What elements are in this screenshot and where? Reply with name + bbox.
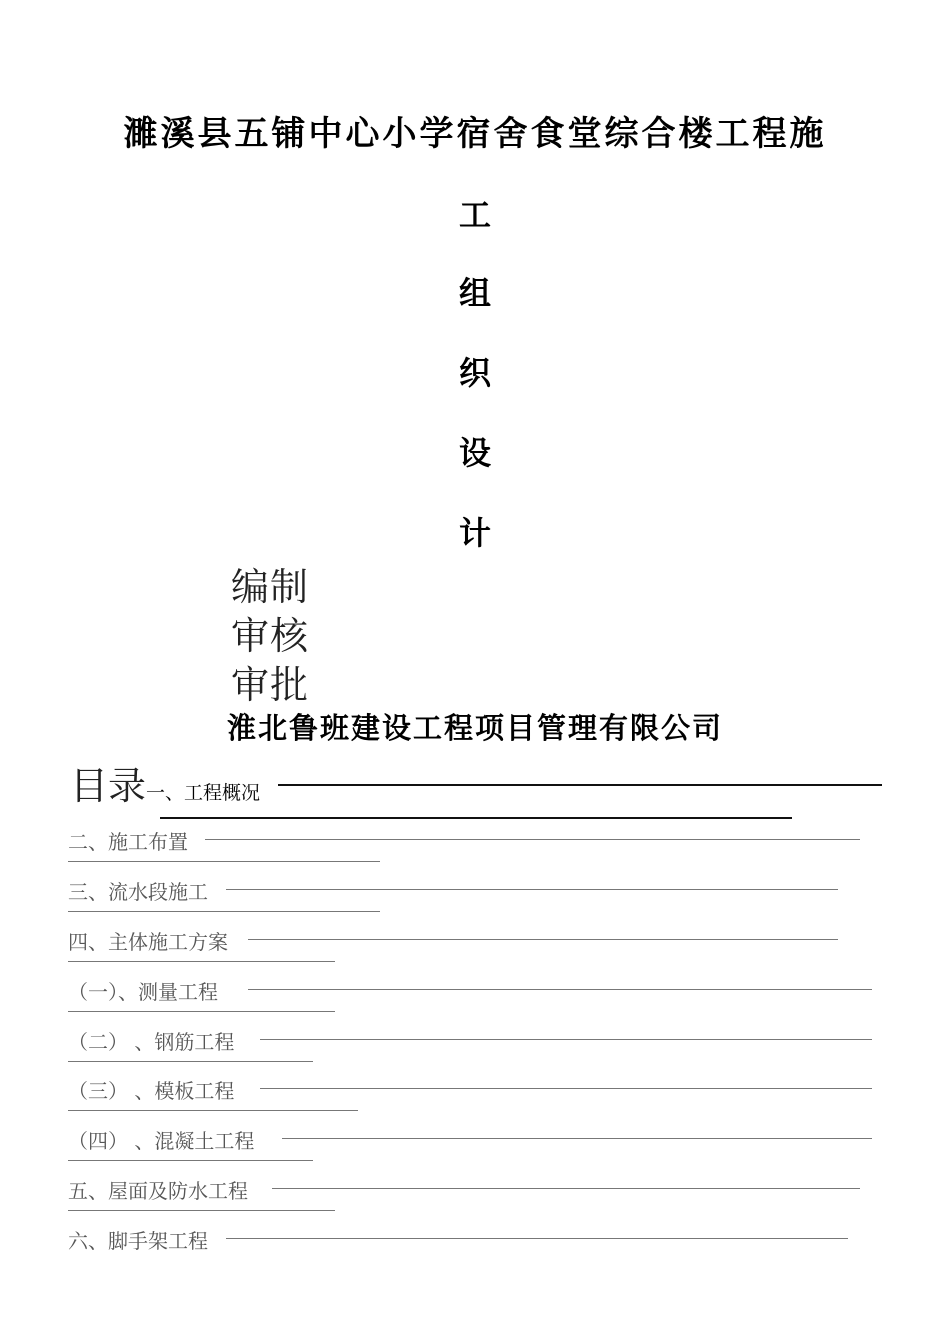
toc-leader-3b [68,911,380,912]
toc-leader-9b [68,1210,335,1211]
toc-item-8: （四） 、混凝土工程 [68,1129,255,1153]
toc-leader-4a [248,939,838,940]
toc-leader-6a [260,1039,872,1040]
title-char-3: 织 [458,354,491,392]
toc-heading-row [70,755,260,810]
toc-leader-2a [205,839,860,840]
toc-leader-5a [248,989,872,990]
title-char-2: 组 [458,274,491,312]
toc-leader-2b [68,861,380,862]
toc-leader-10a [226,1238,848,1239]
title-char-5: 计 [458,514,491,552]
toc-item-2: 二、施工布置 [68,830,188,854]
toc-item-6: （二） 、钢筋工程 [68,1030,235,1054]
toc-leader-5b [68,1011,335,1012]
toc-heading: 目录 [70,764,147,808]
toc-leader-3a [226,889,838,890]
toc-leader-1a [278,784,882,786]
toc-item-3: 三、流水段施工 [68,880,208,904]
title-char-1: 工 [458,196,491,234]
toc-leader-6b [68,1061,313,1062]
signature-reviewed-label: 审核 [231,614,310,658]
toc-item-10: 六、脚手架工程 [68,1229,208,1253]
toc-item-5: （一）、测量工程 [68,980,218,1004]
toc-leader-1b [160,817,792,819]
toc-leader-9a [272,1188,860,1189]
signature-approved-label: 审批 [231,663,310,707]
toc-leader-7a [260,1088,872,1089]
company-name: 淮北鲁班建设工程项目管理有限公司 [226,711,723,745]
toc-leader-8b [68,1160,313,1161]
document-title: 濉溪县五铺中心小学宿舍食堂综合楼工程施 [123,114,827,154]
toc-leader-4b [68,961,335,962]
title-char-4: 设 [458,434,491,472]
toc-item-7: （三） 、模板工程 [68,1079,235,1103]
toc-leader-8a [282,1138,872,1139]
toc-item-9: 五、屋面及防水工程 [68,1179,248,1203]
toc-item-4: 四、主体施工方案 [68,930,228,954]
signature-compiled-label: 编制 [231,565,310,609]
toc-item-1: 一、工程概况 [146,782,261,804]
toc-leader-7b [68,1110,358,1111]
